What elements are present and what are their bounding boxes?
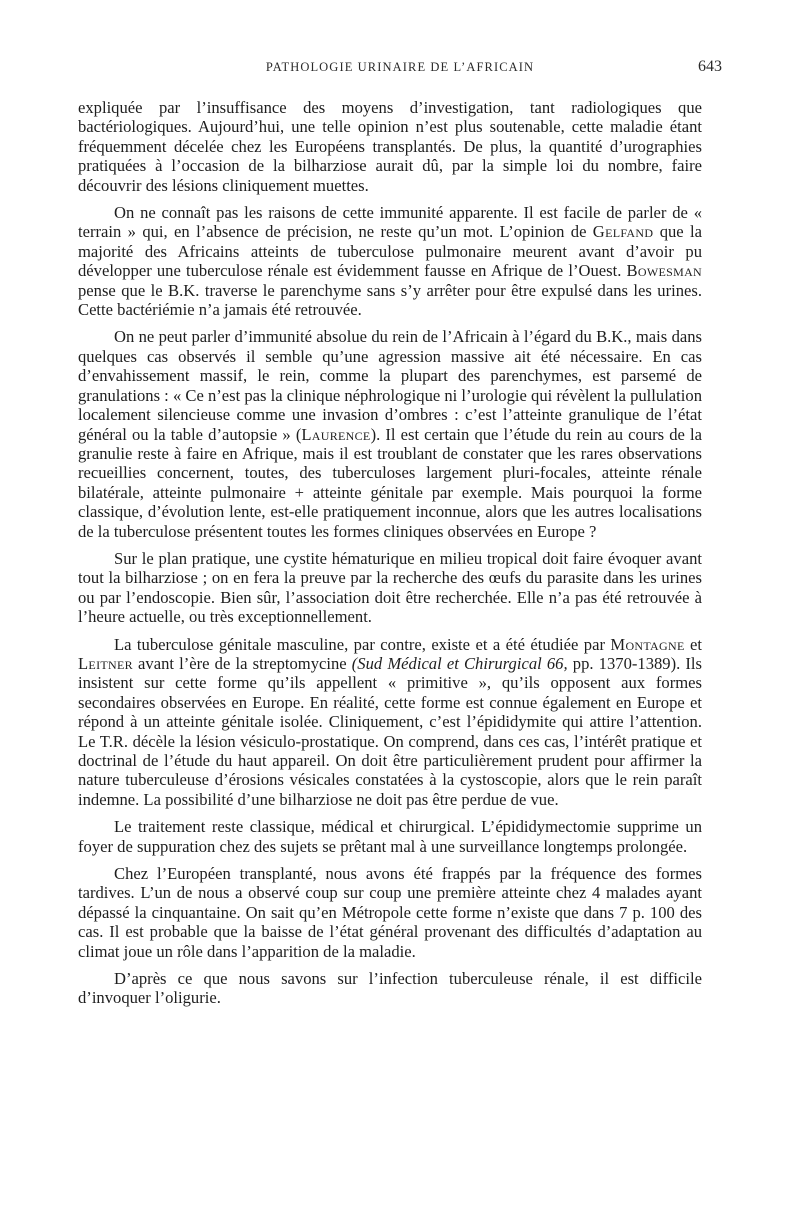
body-text [78,98,702,1016]
paragraph-5-part-1: La tuberculose génitale masculine, par contre, existe et a été étudiée par [114,634,611,654]
paragraph-1-text: expliquée par l’insuffisance des moyens d’investigation, tant radiologiques que bactériologiques. Aujourd’hui, une telle opinion n’est plus soutenable, cette maladie étant fréquemment décelée chez les Européens transplantés. De plus, la quantité d’urographies pratiquées à l’occasion de la bilharziose aurait dû, par la simple loi du nombre, faire découvrir des lésions cliniquement muettes. [78,98,702,195]
paragraph-3-part-1: On ne peut parler d’immunité absolue du rein de l’Africain à l’égard du B.K., mais dans quelques cas observés il semble qu’une agression massive ait été nécessaire. En cas d’envahissement massif, le rein, comme la plupart des parenchymes, est parsemé de granulations : « Ce n’est pas la clinique néphrologique ni l’urologie qui révèlent la pullulation localement silencieuse comme une invasion d’ombres : c’est l’atteinte granulique de l’état général ou la table d’autopsie » ( [78,327,702,444]
author-name-leitner: Leitner [78,653,133,673]
paragraph-7 [78,864,702,961]
paragraph-1 [78,98,702,195]
author-name-montagne: Montagne [610,634,685,654]
page-number: 643 [698,58,722,75]
paragraph-6-text: Le traitement reste classique, médical et chirurgical. L’épididymectomie supprime un foyer de suppuration chez des sujets se prêtant mal à une surveillance longtemps prolongée. [78,817,702,856]
paragraph-4 [78,549,702,627]
author-name-bowesman: Bowesman [626,261,702,281]
paragraph-3 [78,327,702,540]
author-name-gelfand: Gelfand [592,222,654,242]
paragraph-2 [78,203,702,319]
running-head: PATHOLOGIE URINAIRE DE L’AFRICAIN [265,60,535,74]
paragraph-5-part-4: pp. 1370-1389). Ils insistent sur cette forme qu’ils appellent « primitive », qu’ils opposent aux formes secondaires observées en Europe. En réalité, cette forme est connue également en Europe et répond à un atteinte génitale isolée. Cliniquement, c’est l’épididymite qui attire l’attention. Le T.R. décèle la lésion vésiculo-prostatique. On comprend, dans ces cas, l’intérêt pratique et doctrinal de l’étude du haut appareil. On doit être particulièrement prudent pour affirmer la nature tuberculeuse d’érosions vésicales constatées à la cystoscopie, alors que le rein paraît indemne. La possibilité d’une bilharziose ne doit pas être perdue de vue. [78,653,703,809]
page-header [78,60,722,82]
paragraph-6 [78,817,702,856]
paragraph-2-part-1: On ne connaît pas les raisons de cette immunité apparente. Il est facile de parler de « terrain » qui, en l’absence de précision, ne reste qu’un mot. L’opinion de [78,203,702,242]
paragraph-8-text: D’après ce que nous savons sur l’infection tuberculeuse rénale, il est difficile d’invoquer l’oligurie. [78,969,702,1008]
paragraph-7-text: Chez l’Européen transplanté, nous avons été frappés par la fréquence des formes tardives. L’un de nous a observé coup sur coup une première atteinte chez 4 malades ayant dépassé la cinquantaine. On sait qu’en Métropole cette forme n’existe que dans 7 p. 100 des cas. Il est probable que la baisse de l’état général provenant des difficultés d’adaptation au climat joue un rôle dans l’apparition de la maladie. [78,864,702,961]
paragraph-2-part-2: que la majorité des Africains atteints de tuberculose pulmonaire meurent avant d’avoir pu développer une tuberculose rénale est évidemment fausse en Afrique de l’Ouest. [78,222,702,281]
paragraph-5 [78,635,702,810]
paragraph-8 [78,969,702,1008]
paragraph-5-part-2: et [684,634,703,654]
paragraph-2-part-3: pense que le B.K. traverse le parenchyme sans s’y arrêter pour être expulsé dans les urines. Cette bactériémie n’a jamais été retrouvée. [78,280,702,320]
paragraph-5-part-3: avant l’ère de la streptomycine [132,653,352,673]
paragraph-4-text: Sur le plan pratique, une cystite hématurique en milieu tropical doit faire évoquer avant tout la bilharziose ; on en fera la preuve par la recherche des œufs du parasite dans les urines ou par l’endoscopie. Bien sûr, l’association doit être recherchée. Elle n’a pas été retrouvée à l’heure actuelle, ou très exceptionnellement. [78,548,702,627]
journal-citation: (Sud Médical et Chirurgical 66, [351,653,568,673]
author-name-laurence: Laurence [301,424,371,444]
paragraph-3-part-2: ). Il est certain que l’étude du rein au cours de la granulie reste à faire en Afrique, mais il est troublant de constater que les rares observations recueillies concernent, toutes, des tuberculoses largement pluri-focales, atteinte rénale bilatérale, atteinte pulmonaire + atteinte génitale par exemple. Mais pourquoi la forme classique, d’évolution lente, est-elle pratiquement inconnue, alors que les autres localisations de la tuberculose présentent toutes les formes cliniques observées en Europe ? [78,424,702,541]
